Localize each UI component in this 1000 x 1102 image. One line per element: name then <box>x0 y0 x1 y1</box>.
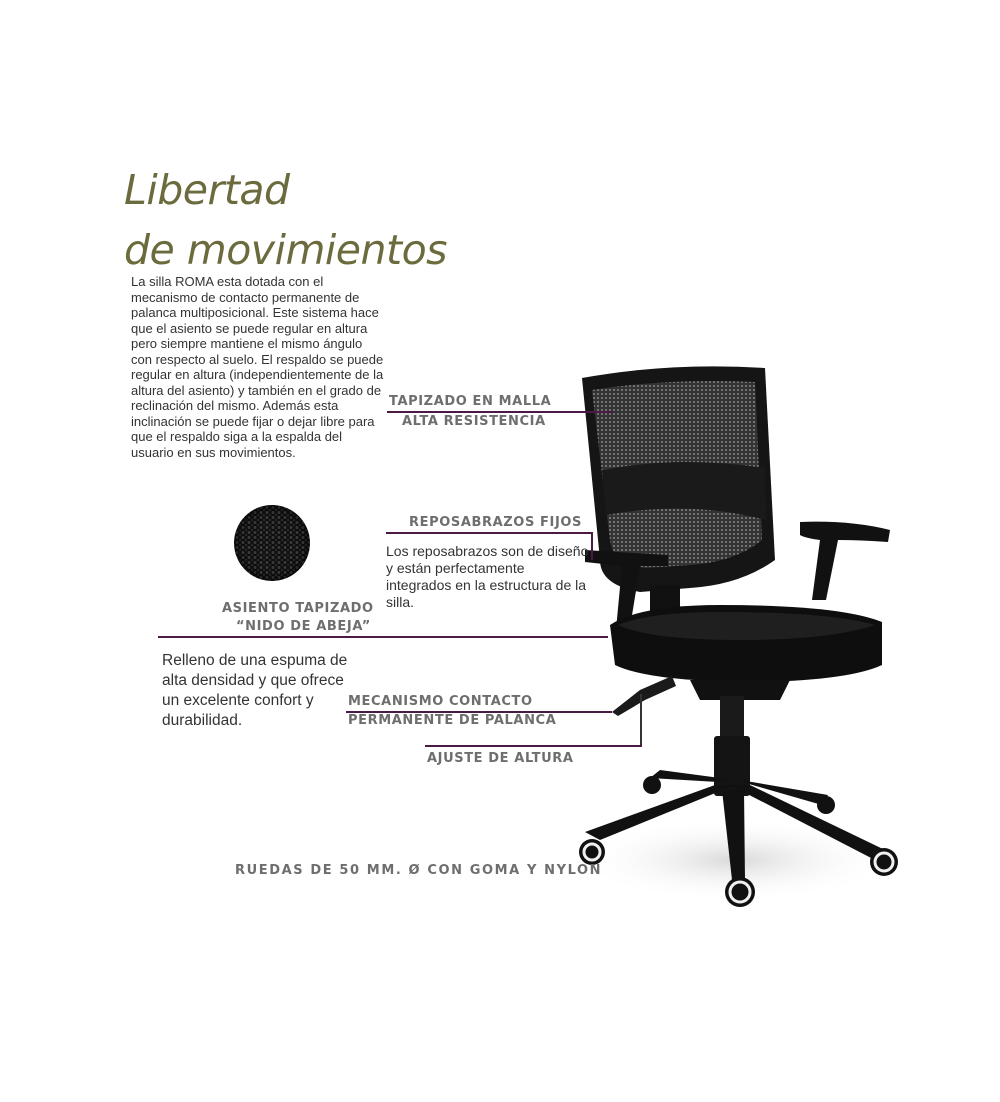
seat-description: Relleno de una espuma de alta densidad y que ofrece un excelente confort y durabilidad. <box>162 652 348 729</box>
mechanism-label-line-1: MECANISMO CONTACTO <box>348 694 533 709</box>
mesh-label <box>389 392 551 411</box>
height-label: AJUSTE DE ALTURA <box>427 751 574 766</box>
page-title <box>124 160 447 280</box>
height-leader-vertical <box>640 694 642 746</box>
mechanism-lever <box>612 676 676 716</box>
mesh-label-line-2: ALTA RESISTENCIA <box>402 414 546 429</box>
seat-label-line-1: ASIENTO TAPIZADO <box>222 601 374 616</box>
honeycomb-fabric-swatch-icon <box>234 505 310 581</box>
seat-label-line-2: “NIDO DE ABEJA” <box>236 619 371 634</box>
intro-paragraph: La silla ROMA esta dotada con el mecanismo de contacto permanente de palanca multiposicional. Este sistema hace que el asiento se puede regular en altura pero siempre mantiene el mismo ángulo con respecto al suelo. El respaldo se puede regular en altura (independientemente de la altura del asiento) y también en el grado de reclinación del mismo. Además esta inclinación se puede fijar o dejar libre para que el respaldo siga a la espalda del usuario en sus movimientos. <box>131 274 384 460</box>
mechanism-label-line-2: PERMANENTE DE PALANCA <box>348 713 557 728</box>
wheel-back-left <box>643 776 661 794</box>
armrests-label: REPOSABRAZOS FIJOS <box>409 515 583 530</box>
wheels-label: RUEDAS DE 50 MM. Ø CON GOMA Y NYLON <box>235 863 603 878</box>
mesh-label-line-1: TAPIZADO EN MALLA <box>389 394 552 409</box>
armrests-leader-line <box>386 532 593 534</box>
gas-lift-upper <box>720 696 744 738</box>
office-chair-illustration <box>560 360 920 920</box>
wheel-right <box>870 848 898 876</box>
armrest-right <box>800 522 890 600</box>
seat-leader-line <box>158 636 608 638</box>
armrests-description: Los reposabrazos son de diseño y están perfectamente integrados en la estructura de la silla. <box>386 543 589 610</box>
wheel-back-right <box>817 796 835 814</box>
armrests-leader-vertical <box>591 532 593 560</box>
title-line-1: Libertad <box>124 166 290 214</box>
title-line-2: de movimientos <box>124 226 448 274</box>
height-leader-line <box>425 745 642 747</box>
wheel-front <box>725 877 755 907</box>
